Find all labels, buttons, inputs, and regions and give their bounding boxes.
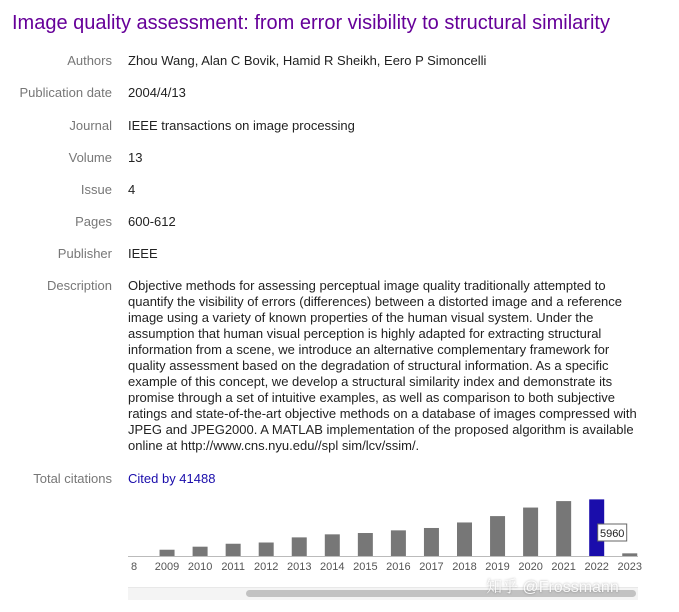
field-value: IEEE transactions on image processing [128,118,355,133]
bar-tooltip [598,524,627,541]
description-line: ratings and state-of-the-art objective methods on a database of images compressed with [128,406,637,421]
field-value: 2004/4/13 [128,85,186,100]
tick-label-2008: 8 [130,561,138,573]
tick-label-2012: 2012 [253,561,279,573]
description-line: information from a scene, we introduce an alternative complementary framework for [128,342,610,357]
bar-2014[interactable] [325,534,340,556]
article-title: Image quality assessment: from error visibility to structural similarity [12,12,610,34]
tick-label-2020: 2020 [518,561,543,573]
field-label: Volume [68,150,112,165]
bar-2023[interactable] [622,553,637,556]
description-line: assumption that human visual perception is highly adapted for extracting structural [128,326,602,341]
bar-2018[interactable] [457,522,472,556]
field-value: 13 [128,150,143,165]
description-line: image using a variety of known properties of the human visual system. Under the [128,310,594,325]
field-label: Authors [67,53,112,68]
tick-label-2022: 2022 [584,561,609,573]
field-label: Publisher [57,246,112,261]
field-label: Issue [80,182,112,197]
bar-2019[interactable] [490,516,505,556]
field-label: Publication date [19,85,112,100]
field-label: Pages [75,214,112,229]
watermark: 知乎 @Frossmann [486,579,619,596]
tick-label-2017: 2017 [419,561,444,573]
field-value: Zhou Wang, Alan C Bovik, Hamid R Sheikh, Eero P Simoncelli [128,53,487,68]
bar-tooltip-value: 5960 [599,528,625,540]
tick-label-2013: 2013 [287,561,312,573]
description-line: Objective methods for assessing perceptual image quality traditionally attempted to [128,278,606,293]
tick-label-2011: 2011 [221,561,245,573]
bar-2017[interactable] [424,528,439,556]
field-label: Total citations [33,471,112,486]
field-label: Journal [69,118,112,133]
description-line: quantify the visibility of errors (differences) between a distorted image and a reference [128,294,623,309]
tick-label-2010: 2010 [187,561,213,573]
field-value: 4 [128,182,136,197]
bar-2021[interactable] [556,501,571,556]
tick-label-2014: 2014 [320,561,345,573]
description-line: example of this concept, we develop a structural similarity index and demonstrate its [128,374,613,389]
tick-label-2009: 2009 [154,561,180,573]
bar-2011[interactable] [226,544,241,556]
bar-2009[interactable] [160,550,175,556]
bar-2012[interactable] [259,543,274,556]
description-line: quality assessment based on the degradation of structural information. As a specific [128,358,609,373]
bar-2016[interactable] [391,530,406,556]
tick-label-2019: 2019 [485,561,510,573]
tick-label-2016: 2016 [386,561,411,573]
tick-label-2015: 2015 [353,561,378,573]
citations-chart [128,492,642,578]
description-line: online at http://www.cns.nyu.edu//spl sim/lcv/ssim/. [128,438,420,453]
tick-label-2018: 2018 [452,561,477,573]
cited-by-link[interactable]: Cited by 41488 [128,471,216,486]
description-text [128,278,640,454]
description-line: promise through a set of intuitive examples, as well as comparison to both subjective [128,390,616,405]
bar-2010[interactable] [193,547,208,556]
field-value: IEEE [128,246,158,261]
bar-2020[interactable] [523,508,538,556]
description-line: JPEG and JPEG2000. A MATLAB implementation of the proposed algorithm is available [128,422,634,437]
field-value: 600-612 [128,214,176,229]
field-label: Description [46,278,112,293]
bar-2015[interactable] [358,533,373,556]
bar-2013[interactable] [292,537,307,556]
tick-label-2023: 2023 [617,561,642,573]
tick-label-2021: 2021 [551,561,576,573]
